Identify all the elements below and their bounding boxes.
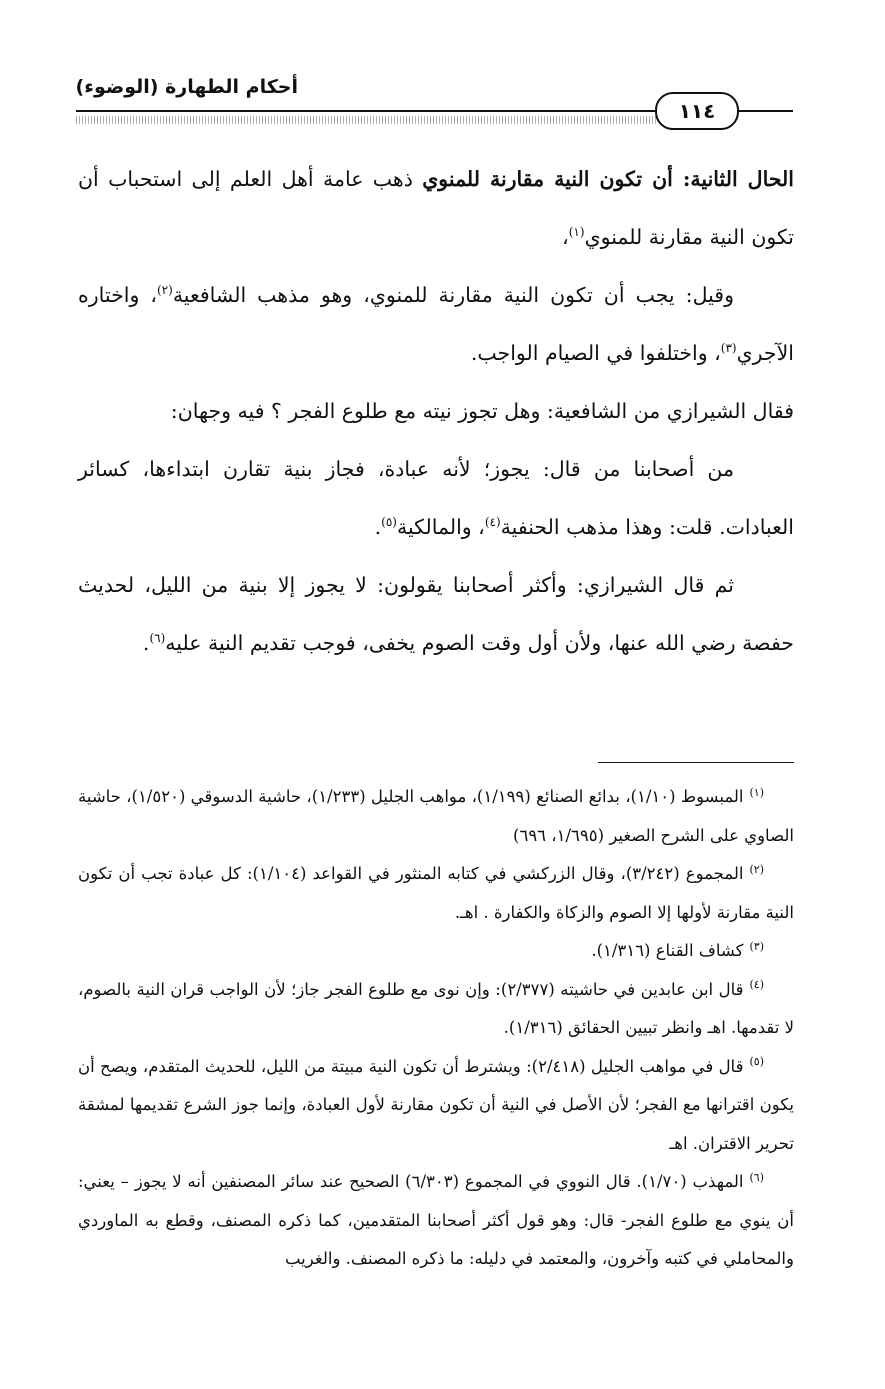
paragraph-5 — [78, 556, 794, 672]
paragraph-3 — [78, 382, 794, 440]
page-number: ١١٤ — [678, 99, 716, 123]
footnote-3 — [78, 932, 794, 971]
footnote-number: (٣) — [749, 939, 764, 953]
footnote-text: قال ابن عابدين في حاشيته (٢/٣٧٧): وإن نوى مع طلوع الفجر جاز؛ لأن الواجب قران النية بالصوم، لا تقدمها. اهـ وانظر تبيين الحقائق (١/٣١٦). — [78, 979, 794, 1037]
footnote-ref-2[interactable]: (٢) — [156, 283, 173, 298]
footnote-text: قال في مواهب الجليل (٢/٤١٨): ويشترط أن تكون النية مبيتة من الليل، للحديث المتقدم، ويصح أن يكون اقترانها مع الفجر؛ لأن الأصل في النية أن تكون مقارنة لأول العبادة، وإنما جوز الشرع تقديمها لمشقة تحرير الاقتران. اهـ — [78, 1056, 794, 1153]
paragraph-4 — [78, 440, 794, 556]
footnote-ref-1[interactable]: (١) — [568, 225, 585, 240]
running-title: أحكام الطهارة (الوضوء) — [75, 76, 298, 98]
paragraph-2 — [78, 266, 794, 382]
footnote-number: (٥) — [749, 1055, 764, 1068]
footnote-ref-6[interactable]: (٦) — [149, 631, 166, 646]
page-number-badge — [655, 92, 739, 130]
paragraph-3-text: فقال الشيرازي من الشافعية: وهل تجوز نيته مع طلوع الفجر ؟ فيه وجهان: — [170, 399, 794, 423]
paragraph-4-text: من أصحابنا من قال: يجوز؛ لأنه عبادة، فجاز بنية تقارن ابتداءها، كسائر العبادات. قلت: وهذا مذهب الحنفية — [78, 457, 794, 539]
paragraph-5-tail: . — [142, 631, 150, 655]
main-text — [78, 150, 794, 672]
paragraph-5-text: ثم قال الشيرازي: وأكثر أصحابنا يقولون: لا يجوز إلا بنية من الليل، لحديث حفصة رضي الله عنها، ولأن أول وقت الصوم يخفى، فوجب تقديم النية عليه — [78, 573, 794, 655]
footnote-2 — [78, 855, 794, 932]
paragraph-2-text-b: ، واختاره الآجري — [78, 283, 794, 365]
paragraph-4-text-c: . — [374, 515, 382, 539]
footnote-ref-3[interactable]: (٣) — [720, 341, 737, 356]
paragraph-2-text: وقيل: يجب أن تكون النية مقارنة للمنوي، وهو مذهب الشافعية — [172, 283, 734, 307]
paragraph-4-text-b: ، والمالكية — [396, 515, 485, 539]
footnote-text: كشاف القناع (١/٣١٦). — [591, 941, 744, 960]
footnote-5 — [78, 1048, 794, 1164]
footnote-4 — [78, 971, 794, 1048]
footnotes — [78, 778, 794, 1279]
paragraph-1-tail: ، — [562, 225, 569, 249]
footnote-number: (٤) — [749, 978, 765, 991]
footnote-divider — [598, 762, 794, 763]
header-rule-right-segment — [735, 110, 793, 112]
paragraph-2-text-c: ، واختلفوا في الصيام الواجب. — [470, 341, 721, 365]
footnote-text: المبسوط (١/١٠)، بدائع الصنائع (١/١٩٩)، مواهب الجليل (١/٢٣٣)، حاشية الدسوقي (١/٥٢٠)، حاشية الصاوي على الشرح الصغير (١/٦٩٥، ٦٩٦) — [78, 787, 794, 845]
paragraph-1 — [78, 150, 794, 266]
section-lead: الحال الثانية: أن تكون النية مقارنة للمنوي — [422, 167, 794, 191]
header-hatch-band — [76, 116, 656, 124]
footnote-1 — [78, 778, 794, 855]
footnote-ref-5[interactable]: (٥) — [381, 515, 397, 530]
footnote-text: المجموع (٣/٢٤٢)، وقال الزركشي في كتابه المنثور في القواعد (١/١٠٤): كل عبادة تجب أن تكون النية مقارنة لأولها إلا الصوم والزكاة والكفارة . اهـ. — [78, 864, 794, 922]
footnote-text: المهذب (١/٧٠). قال النووي في المجموع (٦/٣٠٣) الصحيح عند سائر المصنفين أنه لا يجوز – يعني: أن ينوي مع طلوع الفجر- قال: وهو قول أكثر أصحابنا المتقدمين، كما ذكره المصنف، وقطع به الماوردي والمحاملي في كتبه وآخرون، والمعتمد في دليله: ما ذكره المصنف. والغريب — [78, 1172, 794, 1268]
footnote-number: (١) — [749, 785, 765, 799]
footnote-number: (٢) — [749, 862, 764, 876]
footnote-6 — [78, 1163, 794, 1279]
paragraph-1-text: ذهب عامة أهل العلم إلى استحباب أن تكون النية مقارنة للمنوي — [78, 167, 794, 249]
footnote-number: (٦) — [749, 1170, 764, 1184]
footnote-ref-4[interactable]: (٤) — [484, 515, 501, 530]
header-rule — [76, 110, 656, 112]
